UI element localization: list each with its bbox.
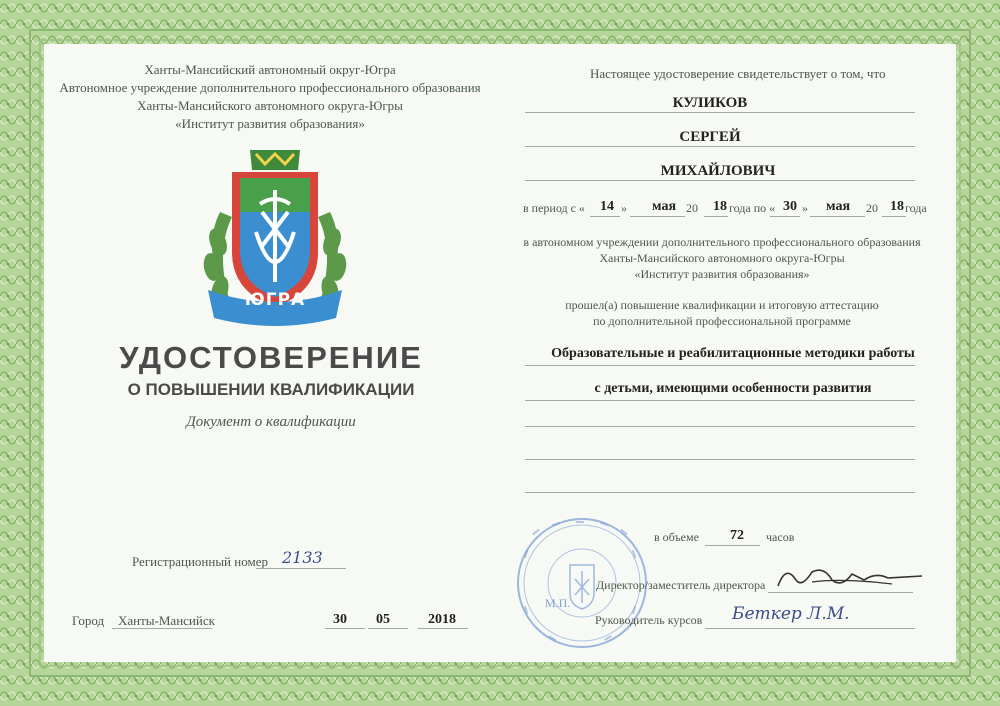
start-year-underline xyxy=(704,216,728,217)
program-underline-1 xyxy=(525,365,915,366)
institution-line-3: «Институт развития образования» xyxy=(634,267,810,281)
stamp-label: М.П. xyxy=(545,596,571,610)
course-head-signature: Беткер Л.М. xyxy=(732,604,850,624)
period-sep-2: » xyxy=(802,201,808,215)
issue-day: 30 xyxy=(333,612,347,627)
last-name-underline xyxy=(525,112,915,113)
registration-number: 2133 xyxy=(282,548,323,567)
program-underline-2 xyxy=(525,400,915,401)
first-name-underline xyxy=(525,146,915,147)
program-underline-4 xyxy=(525,459,915,460)
issuer-line-2: Автономное учреждение дополнительного профессионального образования xyxy=(59,80,481,95)
city-name: Ханты-Мансийск xyxy=(118,613,215,628)
period-end-year: 18 xyxy=(890,199,904,214)
institution-line-1: в автономном учреждении дополнительного профессионального образования xyxy=(523,235,921,249)
program-name-line-2: с детьми, имеющими особенности развития xyxy=(594,381,872,396)
registration-underline xyxy=(256,568,346,569)
program-intro-1: прошел(а) повышение квалификации и итоговую аттестацию xyxy=(565,298,879,312)
director-label: Директор/заместитель директора xyxy=(596,578,766,592)
end-day-underline xyxy=(770,216,800,217)
program-intro-2: по дополнительной профессиональной программе xyxy=(593,314,851,328)
end-year-underline xyxy=(882,216,906,217)
registration-label: Регистрационный номер xyxy=(132,554,268,569)
period-start-month: мая xyxy=(652,199,677,214)
emblem-ribbon-text: ЮГРА xyxy=(244,290,306,310)
period-prefix: в период с « xyxy=(523,201,585,215)
course-head-label: Руководитель курсов xyxy=(595,613,703,627)
period-mid: года по « xyxy=(729,201,776,215)
period-start-year: 18 xyxy=(713,199,727,214)
end-month-underline xyxy=(810,216,865,217)
issue-month: 05 xyxy=(376,612,390,627)
city-underline xyxy=(112,628,212,629)
period-year-prefix-2: 20 xyxy=(866,201,878,215)
program-name-line-1: Образовательные и реабилитационные методики работы xyxy=(551,346,915,361)
certificate-subtitle: О ПОВЫШЕНИИ КВАЛИФИКАЦИИ xyxy=(127,380,415,399)
period-start-day: 14 xyxy=(600,199,614,214)
start-month-underline xyxy=(630,216,685,217)
patronymic-underline xyxy=(525,180,915,181)
director-signature xyxy=(772,558,932,598)
holder-intro: Настоящее удостоверение свидетельствует о том, что xyxy=(590,66,886,81)
holder-first-name: СЕРГЕЙ xyxy=(679,129,741,145)
period-year-prefix-1: 20 xyxy=(686,201,698,215)
start-day-underline xyxy=(590,216,620,217)
issuer-line-4: «Институт развития образования» xyxy=(175,116,365,131)
document-type: Документ о квалификации xyxy=(186,414,356,430)
holder-patronymic: МИХАЙЛОВИЧ xyxy=(660,163,776,179)
issue-year: 2018 xyxy=(428,612,456,627)
period-end-month: мая xyxy=(826,199,851,214)
course-head-signature-line xyxy=(705,628,915,629)
program-underline-3 xyxy=(525,426,915,427)
institution-line-2: Ханты-Мансийского автономного округа-Югры xyxy=(599,251,845,265)
volume-unit: часов xyxy=(766,530,795,544)
issue-day-underline xyxy=(325,628,365,629)
issuer-line-1: Ханты-Мансийский автономный округ-Югра xyxy=(144,62,396,77)
city-label: Город xyxy=(72,613,105,628)
holder-last-name: КУЛИКОВ xyxy=(672,95,748,111)
issuer-line-3: Ханты-Мансийского автономного округа-Югры xyxy=(137,98,403,113)
issue-year-underline xyxy=(418,628,468,629)
certificate-title: УДОСТОВЕРЕНИЕ xyxy=(119,340,423,375)
volume-label: в объеме xyxy=(654,530,699,544)
issue-month-underline xyxy=(368,628,408,629)
period-end-day: 30 xyxy=(783,199,797,214)
volume-underline xyxy=(705,545,760,546)
program-underline-5 xyxy=(525,492,915,493)
volume-hours: 72 xyxy=(730,528,744,543)
period-sep-1: » xyxy=(621,201,627,215)
period-suffix: года xyxy=(905,201,927,215)
